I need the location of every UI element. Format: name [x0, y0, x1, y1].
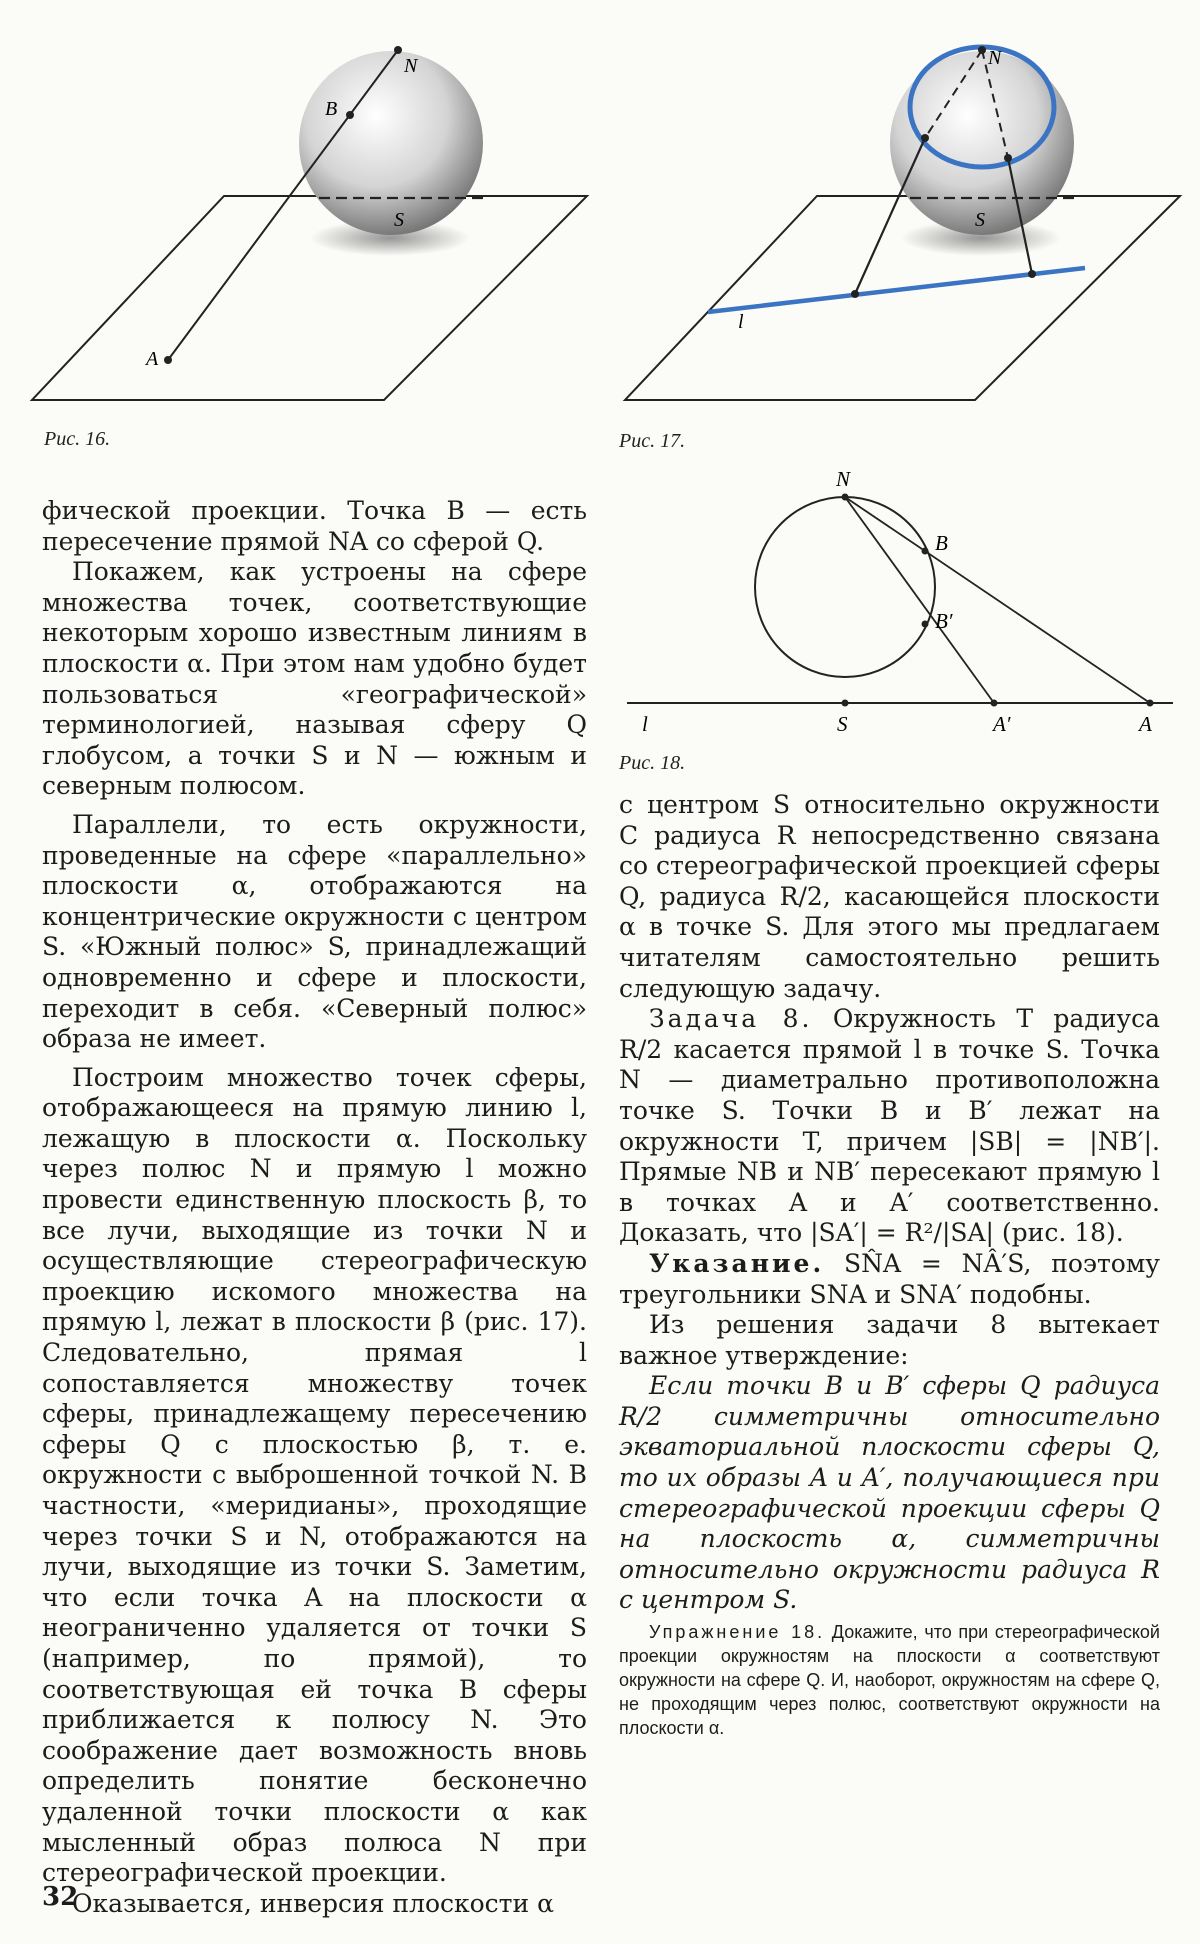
- paragraph: Оказывается, инверсия плоскости α: [72, 1888, 555, 1918]
- page-number: 32: [42, 1882, 79, 1912]
- paragraph: Из решения задачи 8 вытекает важное утверждение:: [619, 1310, 1160, 1370]
- figure-18: [615, 458, 1185, 750]
- right-column: [619, 790, 1160, 1740]
- hint: [619, 1249, 1160, 1310]
- label-b: B: [935, 531, 948, 555]
- point-a: [164, 356, 172, 364]
- hint-text: SN̂A = NÂ′S, поэтому треугольники SNA и SNA′ подобны.: [619, 1248, 1160, 1309]
- exercise-label: Упражнение 18.: [649, 1622, 826, 1643]
- paragraph: с центром S относительно окружности C радиуса R непосредственно связана со стереографической проекцией сферы Q, радиуса R/2, касающейся плоскости α в точке S. Для этого мы предлагаем читателям самостоятельно решить следующую задачу.: [619, 790, 1160, 1003]
- label-s: S: [837, 712, 848, 736]
- label-b-prime: B′: [935, 609, 953, 633]
- label-l: l: [642, 712, 648, 736]
- point-on-l-2: [1028, 270, 1036, 278]
- label-b: B: [325, 98, 338, 120]
- label-n: N: [988, 47, 1002, 69]
- exercise-18: [619, 1620, 1160, 1740]
- plane-alpha: [32, 196, 587, 400]
- point-a-prime: [991, 700, 998, 707]
- label-l: l: [738, 311, 744, 333]
- task-label: Задача 8.: [649, 1004, 813, 1034]
- point-s: [842, 700, 849, 707]
- ray-n-a-prime: [845, 497, 994, 703]
- point-n: [842, 494, 849, 501]
- figure-16: [20, 20, 600, 420]
- task-8: [619, 1004, 1160, 1249]
- paragraph: фической проекции. Точка B — есть пересечение прямой NA со сферой Q.: [42, 496, 587, 556]
- figure-17-caption: Рис. 17.: [619, 430, 686, 452]
- ray-1: [855, 138, 925, 294]
- point-on-circle-1: [921, 134, 929, 142]
- point-b: [922, 548, 929, 555]
- label-a-prime: A′: [993, 712, 1011, 736]
- paragraph: Параллели, то есть окружности, проведенные на сфере «параллельно» плоскости α, отображаются на концентрические окружности с центром S. «Южный полюс» S, принадлежащий одновременно и сфере и плоскости, переходит в себя. «Северный полюс» образа не имеет.: [42, 809, 587, 1054]
- point-b-prime: [922, 621, 929, 628]
- figure-16-caption: Рис. 16.: [44, 428, 111, 450]
- circle-t: [755, 497, 935, 677]
- hint-label: Указание.: [649, 1248, 825, 1278]
- label-n: N: [836, 467, 851, 491]
- paragraph: Покажем, как устроены на сфере множества точек, соответствующие некоторым хорошо известным линиям в плоскости α. При этом нам удобно будет пользоваться «географической» терминологией, называя сферу Q глобусом, а точки S и N — южным и северным полюсом.: [42, 557, 587, 801]
- exercise-text: Докажите, что при стереографической проекции окружностям на плоскости α соответствуют окружности на сфере Q. И, наоборот, окружностям на сфере Q, не проходящим через полюс, соответствуют окружности на плоскости α.: [619, 1622, 1160, 1739]
- label-s: S: [394, 209, 404, 231]
- plane-alpha: [625, 196, 1180, 400]
- label-s: S: [975, 209, 985, 231]
- point-n: [394, 46, 402, 54]
- label-a: A: [1139, 712, 1152, 736]
- figure-18-caption: Рис. 18.: [619, 752, 686, 774]
- sphere-q: [299, 51, 483, 235]
- task-text: Окружность T радиуса R/2 касается прямой l в точке S. Точка N — диаметрально противоположна точке S. Точки B и B′ лежат на окружности T, причем |SB| = |NB′|. Прямые NB и NB′ пересекают прямую l в точках A и A′ соответственно. Доказать, что |SA′| = R²/|SA| (рис. 18).: [619, 1004, 1160, 1248]
- ray-n-a: [845, 497, 1150, 703]
- point-on-l-1: [851, 290, 859, 298]
- point-a: [1147, 700, 1154, 707]
- left-column: [42, 496, 587, 1919]
- point-b: [346, 111, 354, 119]
- figure-17: [615, 20, 1185, 420]
- point-n: [978, 46, 986, 54]
- label-a: A: [146, 348, 159, 370]
- point-on-circle-2: [1004, 154, 1012, 162]
- label-n: N: [404, 55, 418, 77]
- statement: Если точки B и B′ сферы Q радиуса R/2 симметричны относительно экваториальной плоскости сферы Q, то их образы A и A′, получающиеся при стереографической проекции сферы Q на плоскость α, симметричны относительно окружности радиуса R с центром S.: [619, 1371, 1160, 1615]
- paragraph: Построим множество точек сферы, отображающееся на прямую линию l, лежащую в плоскости α. Поскольку через полюс N и прямую l можно провести единственную плоскость β, то все лучи, выходящие из точки N и осуществляющие стереографическую проекцию искомого множества на прямую l, лежат в плоскости β (рис. 17). Следовательно, прямая l сопоставляется множеству точек сферы, принадлежащему пересечению сферы Q с плоскостью β, т. е. окружности с выброшенной точкой N. В частности, «меридианы», проходящие через точки S и N, отображаются на лучи, выходящие из точки S. Заметим, что если точка A на плоскости α неограниченно удаляется от точки S (например, по прямой), то соответствующая ей точка B сферы приближается к полюсу N. Это соображение дает возможность вновь определить понятие бесконечно удаленной точки плоскости α как мысленный образ полюса N при стереографической проекции.: [42, 1062, 587, 1888]
